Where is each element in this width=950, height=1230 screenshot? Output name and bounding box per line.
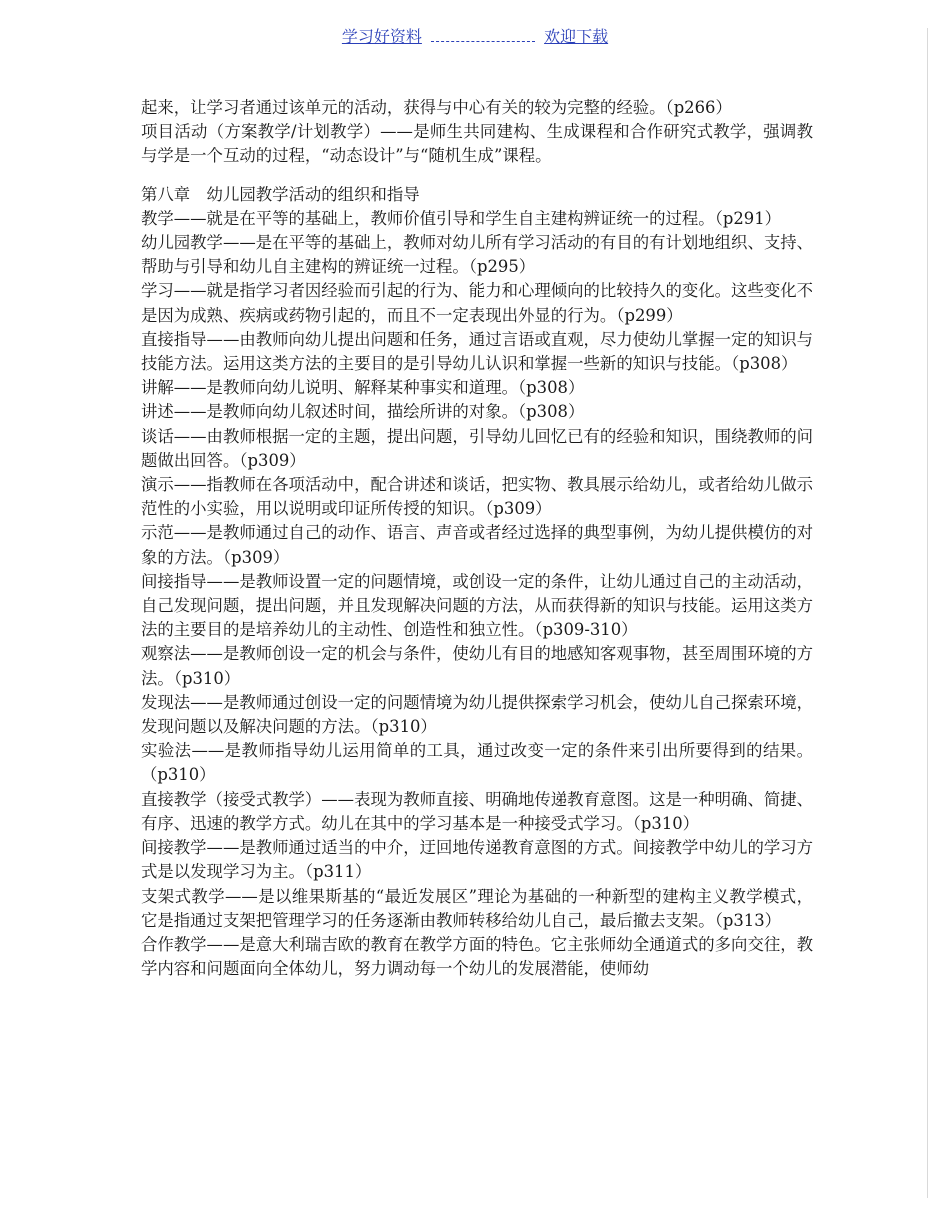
- paragraph: 起来，让学习者通过该单元的活动，获得与中心有关的较为完整的经验。（p266）: [141, 98, 732, 117]
- header-left-text: 学习好资料: [341, 27, 422, 46]
- paragraph: 讲述——是教师向幼儿叙述时间，描绘所讲的对象。（p308）: [141, 402, 585, 422]
- paragraph: 发现法——是教师通过创设一定的问题情境为幼儿提供探索学习机会，使幼儿自己探索环境，发现问题以及解决问题的方法。（p310）: [141, 692, 814, 737]
- paragraph: 直接指导——由教师向幼儿提出问题和任务，通过言语或直观，尽力使幼儿掌握一定的知识与技能方法。运用这类方法的主要目的是引导幼儿认识和掌握一些新的知识与技能。（p308）: [141, 329, 814, 374]
- paragraph: 间接指导——是教师设置一定的问题情境，或创设一定的条件，让幼儿通过自己的主动活动，自己发现问题，提出问题，并且发现解决问题的方法，从而获得新的知识与技能。运用这类方法的主要目的是培养幼儿的主动性、创造性和独立性。（p309-310）: [141, 571, 814, 640]
- paragraph: 示范——是教师通过自己的动作、语言、声音或者经过选择的典型事例，为幼儿提供模仿的对象的方法。（p309）: [141, 523, 814, 567]
- paragraph: 合作教学——是意大利瑞吉欧的教育在教学方面的特色。它主张师幼全通道式的多向交往，教学内容和问题面向全体幼儿，努力调动每一个幼儿的发展潜能，使师幼: [141, 934, 814, 979]
- page-edge-line: [927, 28, 928, 1198]
- paragraph: 谈话——由教师根据一定的主题，提出问题，引导幼儿回忆已有的经验和知识，围绕教师的问题做出回答。（p309）: [141, 426, 814, 470]
- header-right-text: 欢迎下载: [544, 27, 609, 46]
- paragraph: 实验法——是教师指导幼儿运用简单的工具，通过改变一定的条件来引出所要得到的结果。（p310）: [141, 741, 813, 785]
- page-header: [0, 24, 950, 47]
- chapter-heading: 第八章 幼儿园教学活动的组织和指导: [141, 184, 420, 204]
- paragraph: 项目活动（方案教学/计划教学）——是师生共同建构、生成课程和合作研究式教学，强调教与学是一个互动的过程，“动态设计”与“随机生成”课程。: [141, 122, 813, 166]
- paragraph: 教学——就是在平等的基础上，教师价值引导和学生自主建构辨证统一的过程。（p291）: [141, 208, 782, 228]
- paragraph: 幼儿园教学——是在平等的基础上，教师对幼儿所有学习活动的有目的有计划地组织、支持、帮助与引导和幼儿自主建构的辨证统一过程。（p295）: [141, 233, 814, 277]
- paragraph: 学习——就是指学习者因经验而引起的行为、能力和心理倾向的比较持久的变化。这些变化不是因为成熟、疾病或药物引起的，而且不一定表现出外显的行为。（p299）: [141, 281, 814, 325]
- paragraph: 讲解——是教师向幼儿说明、解释某种事实和道理。（p308）: [141, 378, 585, 398]
- paragraph: 支架式教学——是以维果斯基的“最近发展区”理论为基础的一种新型的建构主义教学模式，它是指通过支架把管理学习的任务逐渐由教师转移给幼儿自己，最后撤去支架。（p313）: [141, 886, 813, 930]
- paragraph: 观察法——是教师创设一定的机会与条件，使幼儿有目的地感知客观事物，甚至周围环境的方法。（p310）: [141, 644, 814, 688]
- paragraph: 直接教学（接受式教学）——表现为教师直接、明确地传递教育意图。这是一种明确、简捷、有序、迅速的教学方式。幼儿在其中的学习基本是一种接受式学习。（p310）: [141, 789, 814, 833]
- blank-line: [141, 169, 813, 183]
- header-divider: [431, 29, 535, 42]
- document-body: [141, 96, 813, 981]
- paragraph: 间接教学——是教师通过适当的中介，迂回地传递教育意图的方式。间接教学中幼儿的学习方式是以发现学习为主。（p311）: [141, 838, 814, 882]
- paragraph: 演示——指教师在各项活动中，配合讲述和谈话，把实物、教具展示给幼儿，或者给幼儿做示范性的小实验，用以说明或印证所传授的知识。（p309）: [141, 475, 814, 519]
